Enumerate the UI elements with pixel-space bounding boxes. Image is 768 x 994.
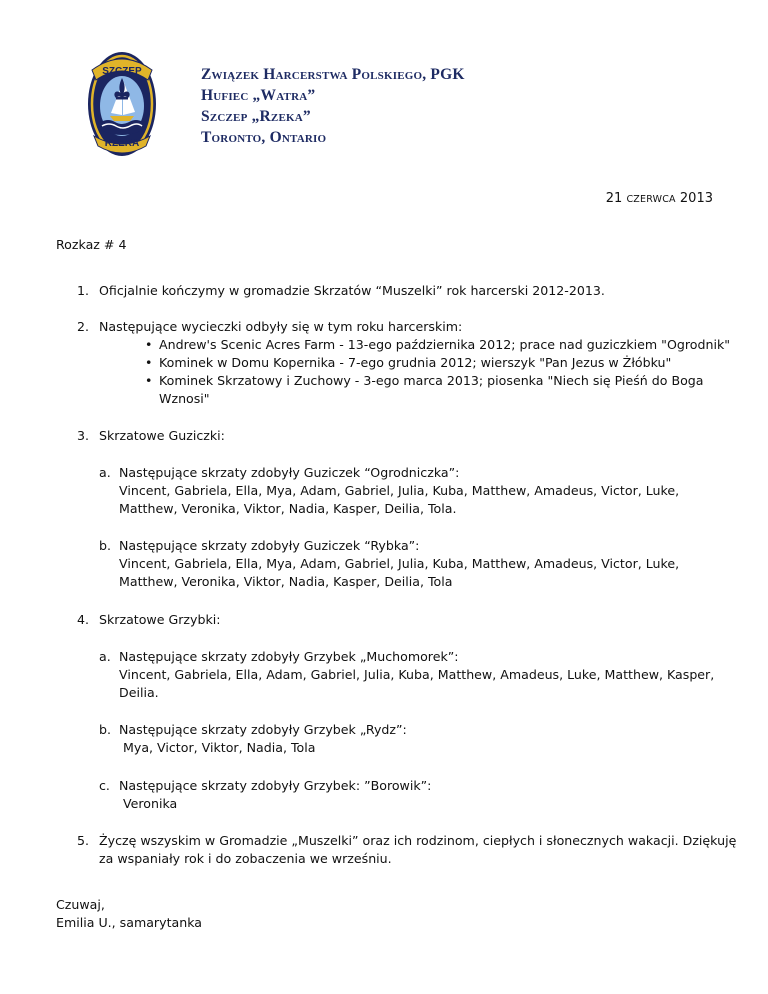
sub-item-letter: a. bbox=[99, 649, 111, 664]
item-text: Skrzatowe Guziczki: bbox=[99, 428, 225, 443]
szczep-rzeka-badge-logo bbox=[86, 50, 158, 158]
item-number: 5. bbox=[77, 833, 90, 848]
org-line-1: Związek Harcerstwa Polskiego, PGK bbox=[201, 66, 465, 83]
bullet-dot: • bbox=[145, 373, 153, 388]
bullet-text: Kominek w Domu Kopernika - 7-ego grudnia 2012; wierszyk "Pan Jezus w Żłóbku" bbox=[159, 355, 672, 370]
bullet-text: Kominek Skrzatowy i Zuchowy - 3-ego marca 2013; piosenka "Niech się Pieśń do Boga bbox=[159, 373, 704, 388]
item-number: 4. bbox=[77, 612, 90, 627]
org-line-3: Szczep „Rzeka” bbox=[201, 108, 311, 125]
sub-item-text: Następujące skrzaty zdobyły Grzybek: ”Borowik”: bbox=[119, 778, 432, 793]
sub-item-letter: b. bbox=[99, 538, 111, 553]
item-number: 1. bbox=[77, 283, 90, 298]
sub-item-letter: a. bbox=[99, 465, 111, 480]
sub-item-text: Następujące skrzaty zdobyły Grzybek „Rydz”: bbox=[119, 722, 407, 737]
sub-item-names: Veronika bbox=[119, 796, 178, 811]
logo-top-text: SZCZEP bbox=[102, 66, 142, 77]
sub-item-names: Vincent, Gabriela, Ella, Adam, Gabriel, Julia, Kuba, Matthew, Amadeus, Luke, Matthew, Kasper, bbox=[119, 667, 715, 682]
sub-item-names: Matthew, Veronika, Viktor, Nadia, Kasper, Deilia, Tola bbox=[119, 574, 453, 589]
item-text-continuation: za wspaniały rok i do zobaczenia we wrześniu. bbox=[99, 851, 392, 866]
sub-item-text: Następujące skrzaty zdobyły Guziczek “Ogrodniczka”: bbox=[119, 465, 460, 480]
sub-item-text: Następujące skrzaty zdobyły Guziczek “Rybka”: bbox=[119, 538, 420, 553]
sub-item-text: Następujące skrzaty zdobyły Grzybek „Muchomorek”: bbox=[119, 649, 459, 664]
sub-item-letter: c. bbox=[99, 778, 110, 793]
item-text: Następujące wycieczki odbyły się w tym roku harcerskim: bbox=[99, 319, 463, 334]
document-date bbox=[606, 191, 713, 206]
bullet-dot: • bbox=[145, 337, 153, 352]
bullet-text-continuation: Wznosi" bbox=[159, 391, 210, 406]
sub-item-names: Deilia. bbox=[119, 685, 159, 700]
order-title: Rozkaz # 4 bbox=[56, 237, 127, 252]
bullet-text: Andrew's Scenic Acres Farm - 13-ego października 2012; prace nad guziczkiem "Ogrodnik" bbox=[159, 337, 731, 352]
item-text: Oficjalnie kończymy w gromadzie Skrzatów “Muszelki” rok harcerski 2012-2013. bbox=[99, 283, 605, 298]
organization-header bbox=[201, 64, 465, 148]
org-line-4: Toronto, Ontario bbox=[201, 129, 327, 146]
item-number: 2. bbox=[77, 319, 90, 334]
item-text: Życzę wszyskim w Gromadzie „Muszelki” oraz ich rodzinom, ciepłych i słonecznych wakacji. Dziękuję bbox=[99, 833, 737, 848]
date-month: CZERWCA bbox=[626, 194, 676, 205]
logo-bottom-text: RZEKA bbox=[104, 138, 140, 149]
sub-item-names: Mya, Victor, Viktor, Nadia, Tola bbox=[119, 740, 316, 755]
closing-greeting: Czuwaj, bbox=[56, 897, 105, 912]
item-number: 3. bbox=[77, 428, 90, 443]
sub-item-names: Matthew, Veronika, Viktor, Nadia, Kasper, Deilia, Tola. bbox=[119, 501, 457, 516]
sub-item-names: Vincent, Gabriela, Ella, Mya, Adam, Gabriel, Julia, Kuba, Matthew, Amadeus, Victor, Luke, bbox=[119, 483, 680, 498]
date-year: 2013 bbox=[679, 191, 713, 206]
org-line-2: Hufiec „Watra” bbox=[201, 87, 316, 104]
item-text: Skrzatowe Grzybki: bbox=[99, 612, 221, 627]
date-day: 21 bbox=[605, 191, 623, 206]
closing-signature: Emilia U., samarytanka bbox=[56, 915, 202, 930]
sub-item-names: Vincent, Gabriela, Ella, Mya, Adam, Gabriel, Julia, Kuba, Matthew, Amadeus, Victor, Luke, bbox=[119, 556, 680, 571]
sub-item-letter: b. bbox=[99, 722, 111, 737]
bullet-dot: • bbox=[145, 355, 153, 370]
